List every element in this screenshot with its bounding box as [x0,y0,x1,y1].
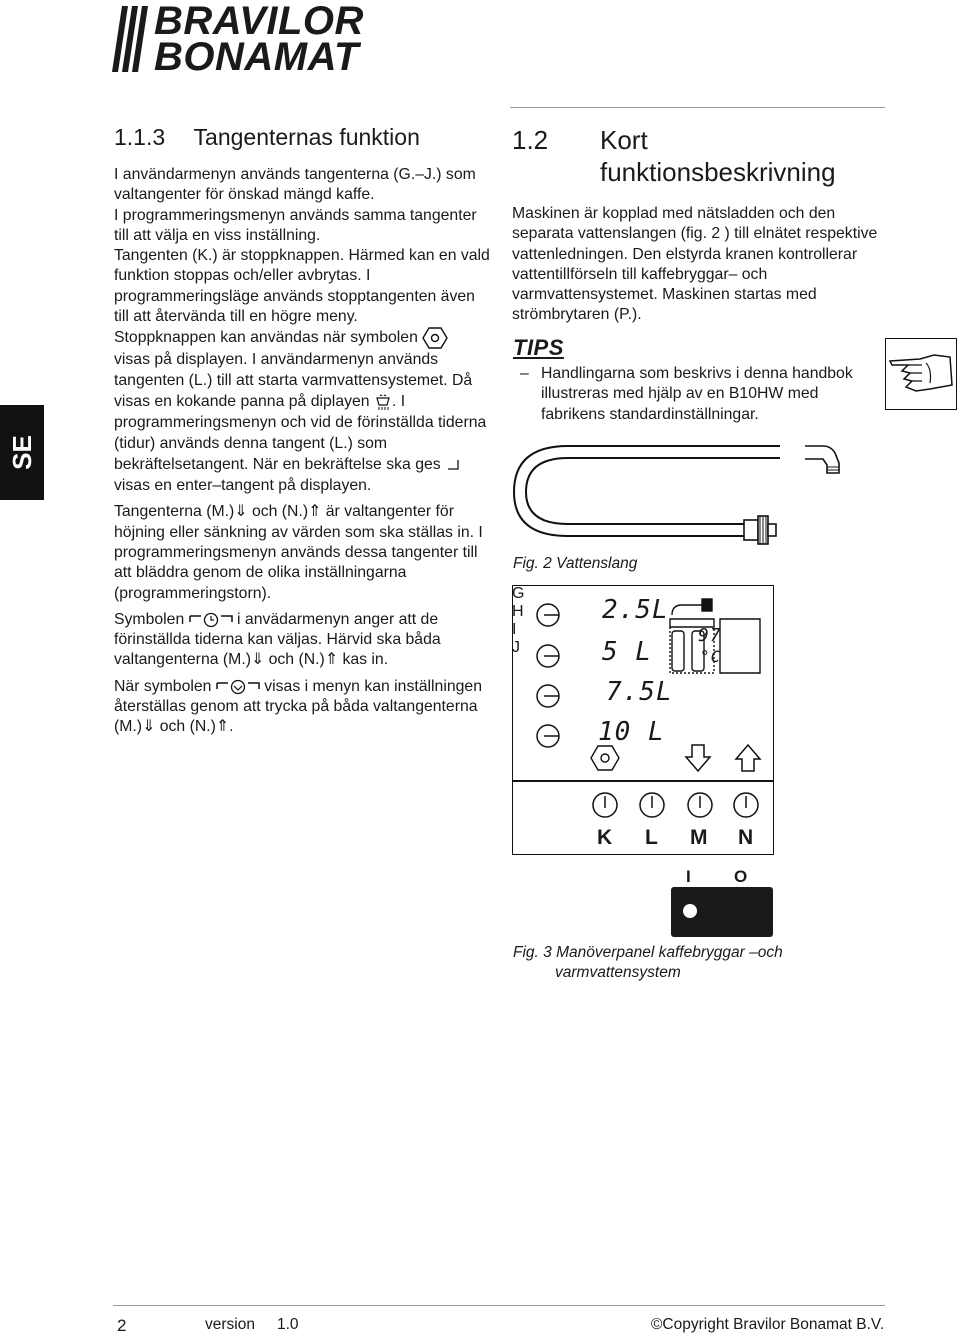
paragraph [114,502,492,603]
tips-text: Handlingarna som beskrivs i denna handbok illustreras med hjälp av en B10HW med fabrikens standardinställningar. [541,365,853,423]
key-label-n: N [738,826,754,849]
text-run: är valtangenter för höjning eller sänkning av värden som ska ställas in. I programmeringsmenyn används dessa tangenter till att bläddra genom de olika inställningarna (programmeringstorn). [114,503,483,602]
section-number-right: 1.2 [512,125,549,155]
copyright: ©Copyright Bravilor Bonamat B.V. [651,1316,885,1333]
key-label-k: K [597,826,613,849]
fig2-caption: Fig. 2 Vattenslang [513,555,638,572]
paragraph [114,327,492,496]
key-label-g: G [512,585,525,602]
enter-icon [445,458,461,472]
paragraph: I användarmenyn används tangenterna (G.–J.) som valtangenter för önskad mängd kaffe. [114,166,476,204]
text-run: och (N.) [268,651,325,669]
text-run: visas i menyn kan inställningen återställas genom att trycka på båda valtangenterna (M.) [114,677,482,736]
key-label-m: M [690,826,708,849]
lcd-amount-2: 5 L [602,637,652,667]
fig3-caption-line1: Fig. 3 Manöverpanel kaffebryggar –och [513,944,783,961]
timer-clock-icon [189,612,233,628]
right-body [512,204,884,326]
pointing-hand-icon [886,339,956,409]
arrow-up-icon: ⇑ [324,651,339,669]
boiling-kettle-icon [374,393,392,411]
text-run: och (N.) [251,503,309,521]
key-label-h: H [512,603,524,620]
text-run: visas på displayen. I användarmenyn används tangenten (L.) till att starta varmvattensystemet. Då visas en kokande panna på diplayen [114,351,473,411]
text-run: Symbolen [114,610,185,628]
text-run: i anvädarmenyn anger att de förinställda tiderna kan väljas. Härvid ska båda valtangenterna (M.) [114,610,441,669]
text-run: kas in. [342,651,389,669]
arrow-down-icon: ⇓ [250,651,265,669]
lcd-amount-1: 2.5L [602,595,669,625]
power-switch [671,887,773,937]
paragraph: Tangenten (K.) är stoppknappen. Härmed kan en vald funktion stoppas och/eller avbrytas. I programmeringsläge används stopptangenten även till att återvända till en högre meny. [114,247,490,326]
key-label-j: J [512,639,520,656]
stop-symbol-icon [422,327,448,349]
version-number: 1.0 [277,1316,299,1333]
section-title-right-1: Kort [600,125,648,155]
hose-elbow-drawing [805,437,847,477]
panel-divider [512,780,774,782]
brand-logo [112,2,392,78]
text-run: visas en enter–tangent på displayen. [114,477,372,495]
language-tab-label: SE [6,435,37,470]
power-switch-dot [683,904,697,918]
lcd-temperature-unit: °C [700,647,722,666]
lcd-amount-4: 10 L [598,717,665,747]
hose-elbow [805,437,847,477]
text-run: . I programmeringsmenyn och vid de förinställda tiderna (tidur) används denna tangent (L.) som bekräftelsetangent. När en bekräftelse ska ges [114,393,487,474]
left-body [114,165,492,738]
water-hose-figure [508,428,780,554]
header-rule [510,107,885,108]
control-panel-content [512,585,774,855]
text-run: . [229,718,234,736]
lcd-amount-3: 7.5L [606,677,673,707]
version-label: version [205,1316,255,1333]
left-column [114,124,494,151]
arrow-up-icon: ⇑ [215,718,230,736]
lcd-stop-icon [590,745,620,771]
section-title: Tangenternas funktion [193,124,420,150]
tips-hand-box [885,338,957,410]
section-number: 1.1.3 [114,124,166,150]
paragraph [114,610,492,671]
paragraph: Maskinen är kopplad med nätsladden och den separata vattenslangen (fig. 2 ) till elnätet respektive vattenledningen. Den elstyrda kranen kontrollerar vattentillförseln till kaffebryggar– och varmvattensystemet. Maskinen startas med strömbrytaren (P.). [512,205,878,324]
text-run: Tangenterna (M.) [114,503,235,521]
footer-rule [113,1305,885,1306]
arrow-down-icon: ⇓ [142,718,156,736]
key-label-l: L [645,826,658,849]
text-run: När symbolen [114,677,212,695]
brand-line2: BONAMAT [154,35,359,79]
language-tab [0,405,44,500]
text-run: Stoppknappen kan användas när symbolen [114,329,418,347]
reset-symbol-icon [216,679,260,695]
switch-off-label: O [734,867,748,886]
lcd-temperature: 97 [698,625,722,646]
tips-label: TIPS [513,335,564,360]
paragraph: I programmeringsmenyn används samma tangenter till att välja en viss inställning. [114,206,477,244]
text-run: och (N.) [159,718,216,736]
arrow-up-icon: ⇑ [308,503,322,521]
page-number: 2 [117,1316,127,1335]
arrow-down-icon: ⇓ [234,503,248,521]
tips-dash: – [520,365,529,382]
lcd-up-arrow-icon [734,743,762,773]
section-title-right-2: funktionsbeskrivning [600,157,836,187]
fig3-caption-line2: varmvattensystem [555,964,681,981]
brand-line1: BRAVILOR [154,0,364,43]
paragraph [114,677,492,738]
right-heading [512,124,902,188]
key-label-i: I [512,621,517,638]
selector-keys-icons [534,603,564,763]
logo-stripes [112,6,152,72]
water-hose-drawing [508,428,780,554]
function-keys-icons [590,790,760,820]
switch-on-label: I [686,867,691,886]
section-heading-left [114,124,494,151]
lcd-down-arrow-icon [684,743,712,773]
